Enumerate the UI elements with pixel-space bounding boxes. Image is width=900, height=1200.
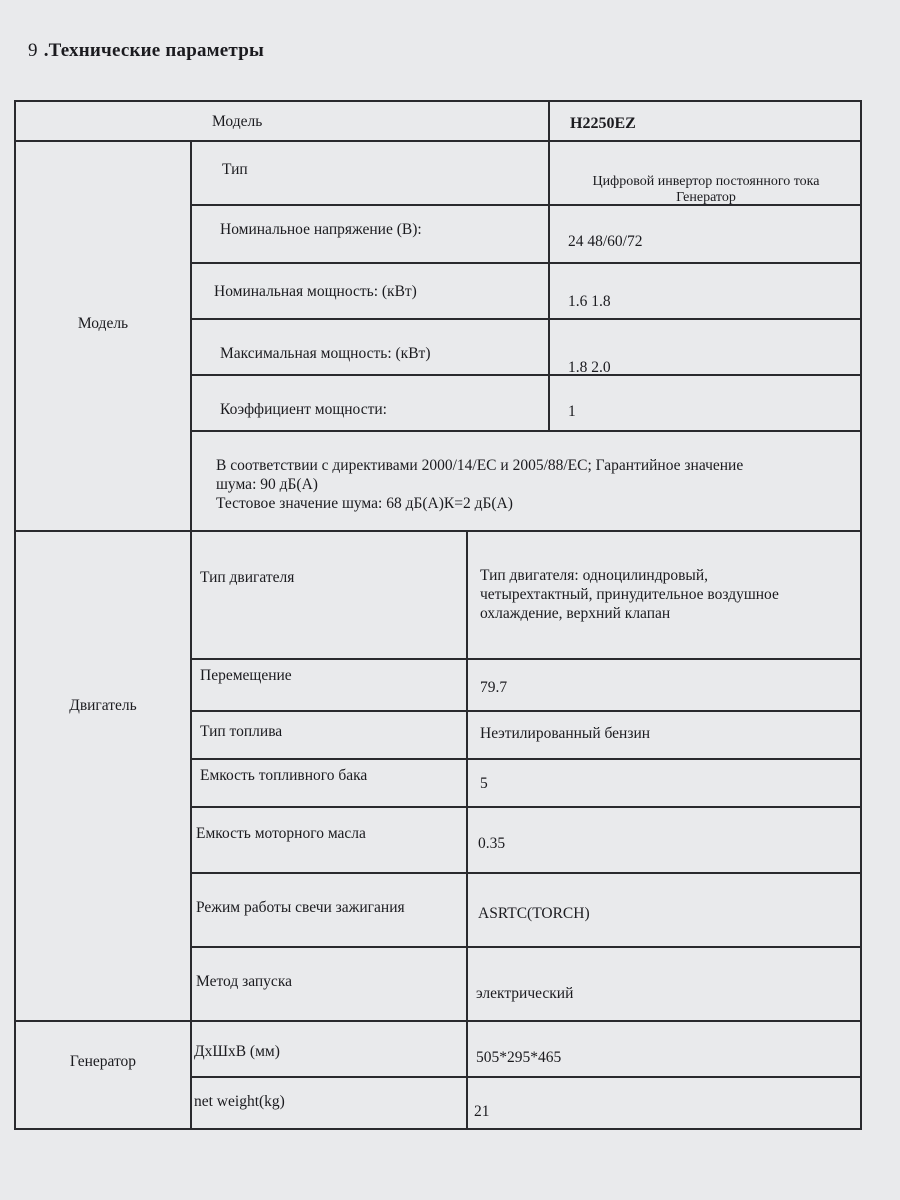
row-label: net weight(kg)	[194, 1093, 285, 1110]
row-value: ASRTC(TORCH)	[478, 905, 590, 922]
column-divider	[466, 530, 468, 1128]
group-model-label: Модель	[77, 315, 129, 332]
type-value	[556, 174, 856, 206]
row-divider	[16, 140, 860, 142]
group-divider	[16, 530, 860, 532]
column-divider	[190, 140, 192, 1128]
row-divider	[190, 710, 860, 712]
row-divider	[190, 658, 860, 660]
row-label: Номинальное напряжение (В):	[220, 221, 422, 238]
row-label: ДхШхВ (мм)	[194, 1043, 280, 1060]
row-value: 21	[474, 1103, 490, 1120]
row-label: Тип двигателя	[200, 569, 295, 586]
engine-type-line: охлаждение, верхний клапан	[480, 605, 671, 622]
row-label: Перемещение	[200, 667, 292, 684]
row-divider	[190, 758, 860, 760]
spec-table	[14, 100, 862, 1130]
row-label: Метод запуска	[196, 973, 292, 990]
group-divider	[16, 1020, 860, 1022]
column-divider	[548, 102, 550, 430]
engine-type-line: Тип двигателя: одноцилиндровый,	[480, 567, 709, 584]
type-value-line: Генератор	[676, 190, 736, 205]
model-number: H2250EZ	[570, 115, 636, 132]
row-divider	[190, 430, 860, 432]
row-label: Емкость моторного масла	[196, 825, 366, 842]
row-divider	[190, 374, 860, 376]
section-title: .Технические параметры	[43, 40, 264, 61]
row-label: Тип	[222, 161, 248, 178]
row-value: электрический	[476, 985, 574, 1002]
row-label: Коэффициент мощности:	[220, 401, 387, 418]
row-value: 1.6 1.8	[568, 293, 611, 310]
row-divider	[190, 872, 860, 874]
row-value: 79.7	[480, 679, 508, 696]
group-engine-label: Двигатель	[69, 697, 137, 714]
row-divider	[190, 262, 860, 264]
row-divider	[190, 1076, 860, 1078]
header-label: Модель	[212, 113, 263, 130]
engine-type-value	[480, 566, 856, 623]
row-value: Неэтилированный бензин	[480, 725, 651, 742]
row-divider	[190, 806, 860, 808]
group-generator-label: Генератор	[69, 1053, 137, 1070]
engine-type-line: четырехтактный, принудительное воздушное	[480, 586, 779, 603]
noise-note	[216, 456, 856, 513]
row-label: Максимальная мощность: (кВт)	[220, 345, 431, 362]
type-value-line: Цифровой инвертор постоянного тока	[592, 174, 820, 189]
row-value: 5	[480, 775, 488, 792]
row-divider	[190, 318, 860, 320]
row-label: Тип топлива	[200, 723, 283, 740]
row-value: 24 48/60/72	[568, 233, 643, 250]
row-label: Номинальная мощность: (кВт)	[214, 283, 417, 300]
row-value: 0.35	[478, 835, 506, 852]
row-value: 505*295*465	[476, 1049, 562, 1066]
row-divider	[190, 946, 860, 948]
noise-note-line: В соответствии с директивами 2000/14/ЕС и 2005/88/ЕС; Гарантийное значение	[216, 457, 744, 474]
noise-note-line: Тестовое значение шума: 68 дБ(А)К=2 дБ(А)	[216, 495, 513, 512]
row-value: 1.8 2.0	[568, 359, 611, 376]
section-number: 9	[28, 40, 38, 61]
row-label: Режим работы свечи зажигания	[196, 899, 405, 916]
row-value: 1	[568, 403, 576, 420]
section-heading	[28, 40, 264, 62]
row-label: Емкость топливного бака	[200, 767, 368, 784]
noise-note-line: шума: 90 дБ(А)	[216, 476, 318, 493]
